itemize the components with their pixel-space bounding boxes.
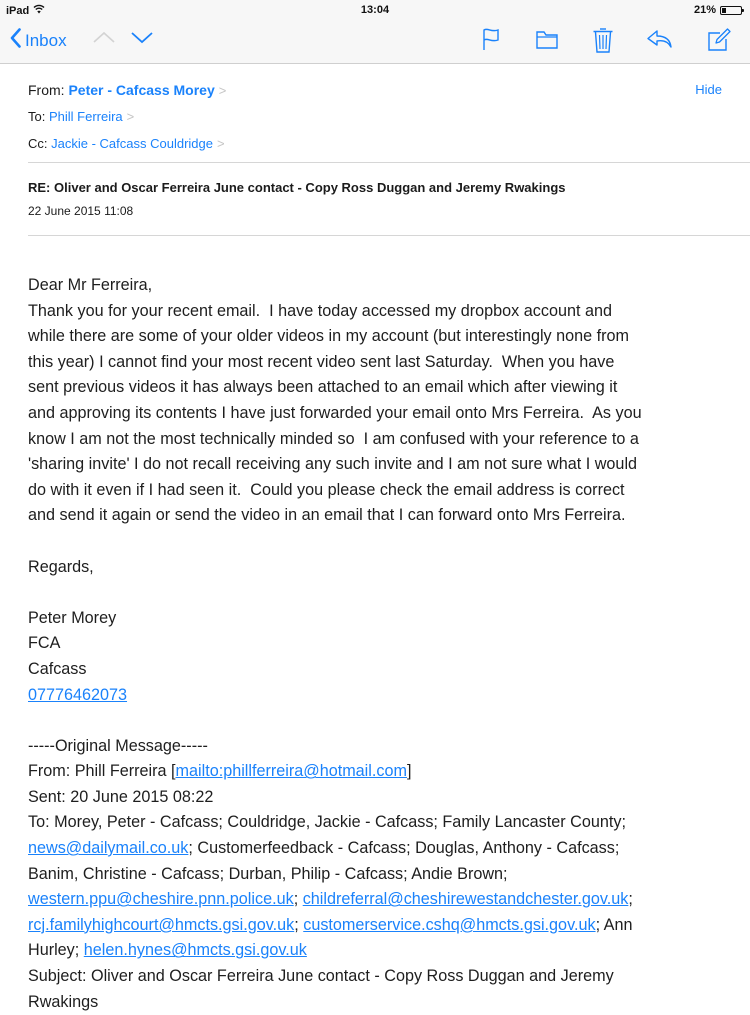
from-label: From:	[28, 82, 65, 98]
chevron-right-icon: >	[218, 83, 227, 98]
original-to-line	[28, 887, 738, 913]
from-sender[interactable]: Peter - Cafcass Morey	[68, 82, 215, 98]
to-recipient[interactable]: Phill Ferreira	[48, 109, 123, 124]
message-date: 22 June 2015 11:08	[28, 204, 134, 218]
reply-button[interactable]	[646, 26, 674, 57]
message-body	[28, 273, 738, 1015]
separator-text: ;	[294, 915, 304, 934]
back-label: Inbox	[25, 30, 67, 50]
original-from-text: From: Phill Ferreira [	[28, 762, 176, 781]
to-label: To:	[28, 109, 46, 124]
email-link[interactable]: helen.hynes@hmcts.gsi.gov.uk	[83, 941, 307, 960]
phone-link[interactable]: 07776462073	[28, 685, 128, 704]
folder-icon	[535, 39, 559, 56]
cc-recipient[interactable]: Jackie - Cafcass Couldridge	[51, 136, 213, 151]
original-to-line: Banim, Christine - Cafcass; Durban, Philip - Cafcass; Andie Brown;	[28, 864, 508, 883]
device-name: iPad	[6, 4, 30, 17]
back-to-inbox-button[interactable]	[10, 28, 67, 53]
body-line: do with it even if I had seen it. Could you please check the email address is correct	[28, 480, 625, 499]
status-bar	[0, 0, 750, 20]
original-to-line	[28, 913, 738, 939]
original-to-line	[28, 836, 738, 862]
compose-button[interactable]	[707, 26, 731, 57]
move-to-folder-button[interactable]	[535, 26, 559, 57]
greeting: Dear Mr Ferreira,	[28, 276, 153, 294]
flag-button[interactable]	[481, 26, 501, 57]
signature-name: Peter Morey	[28, 608, 117, 627]
body-line: this year) I cannot find your most recent video sent last Saturday. When you have	[28, 352, 615, 371]
chevron-down-icon	[130, 31, 154, 48]
body-line: sent previous videos it has always been attached to an email which after viewing it	[28, 378, 618, 397]
signature-title: FCA	[28, 634, 61, 653]
body-line: while there are some of your older videos in my account (but interestingly none from	[28, 327, 630, 346]
original-subject-line: Subject: Oliver and Oscar Ferreira June contact - Copy Ross Duggan and Jeremy	[28, 967, 614, 986]
body-line: Thank you for your recent email. I have today accessed my dropbox account and	[28, 301, 612, 320]
original-subject-line: Rwakings	[28, 992, 99, 1011]
original-to-text: ; Customerfeedback - Cafcass; Douglas, Anthony - Cafcass;	[188, 839, 620, 858]
compose-icon	[707, 39, 731, 56]
trash-icon	[592, 41, 614, 58]
original-to-text: Hurley;	[28, 941, 84, 960]
status-time: 13:04	[360, 4, 390, 16]
separator-text: ;	[628, 890, 633, 909]
message-subject: RE: Oliver and Oscar Ferreira June contact - Copy Ross Duggan and Jeremy Rwakings	[28, 180, 566, 195]
email-link[interactable]: western.ppu@cheshire.pnn.police.uk	[28, 890, 294, 909]
cc-row	[28, 134, 728, 161]
divider	[28, 162, 750, 163]
email-link[interactable]: childreferral@cheshirewestandchester.gov.uk	[302, 890, 629, 909]
chevron-right-icon: >	[216, 136, 225, 151]
body-line: 'sharing invite' I do not recall receiving any such invite and I am not sure what I would	[28, 455, 638, 474]
previous-message-button[interactable]	[92, 30, 116, 49]
cc-label: Cc:	[28, 136, 48, 151]
from-row	[28, 80, 728, 107]
chevron-up-icon	[92, 31, 116, 48]
body-line: and send it again or send the video in an email that I can forward onto Mrs Ferreira.	[28, 506, 626, 525]
next-message-button[interactable]	[130, 30, 154, 49]
separator-text: ;	[293, 890, 303, 909]
body-line: and approving its contents I have just forwarded your email onto Mrs Ferreira. As you	[28, 403, 642, 422]
flag-icon	[481, 39, 501, 56]
top-bar	[0, 0, 750, 64]
reply-icon	[646, 39, 674, 56]
battery-icon	[720, 6, 742, 15]
email-link[interactable]: rcj.familyhighcourt@hmcts.gsi.gov.uk	[28, 915, 295, 934]
original-to-line	[28, 938, 738, 964]
mailto-link[interactable]: mailto:phillferreira@hotmail.com	[175, 762, 407, 781]
original-message-divider: -----Original Message-----	[28, 736, 208, 755]
original-sent-line: Sent: 20 June 2015 08:22	[28, 787, 214, 806]
to-row	[28, 107, 728, 134]
toolbar	[0, 22, 750, 62]
email-link[interactable]: customerservice.cshq@hmcts.gsi.gov.uk	[303, 915, 596, 934]
body-line: know I am not the most technically minded so I am confused with your reference to a	[28, 429, 639, 448]
original-from-suffix: ]	[406, 762, 412, 781]
signature-org: Cafcass	[28, 659, 87, 678]
closing: Regards,	[28, 557, 94, 576]
chevron-right-icon: >	[126, 109, 135, 124]
divider	[28, 235, 750, 236]
original-to-line: To: Morey, Peter - Cafcass; Couldridge, Jackie - Cafcass; Family Lancaster County;	[28, 813, 626, 832]
chevron-left-icon	[10, 28, 21, 53]
battery-percent: 21%	[693, 4, 716, 16]
original-to-text: ; Ann	[595, 915, 633, 934]
original-from-line	[28, 759, 738, 785]
delete-button[interactable]	[592, 26, 614, 59]
hide-details-button[interactable]: Hide	[695, 82, 722, 97]
message-header	[28, 80, 728, 161]
email-link[interactable]: news@dailymail.co.uk	[28, 839, 189, 858]
